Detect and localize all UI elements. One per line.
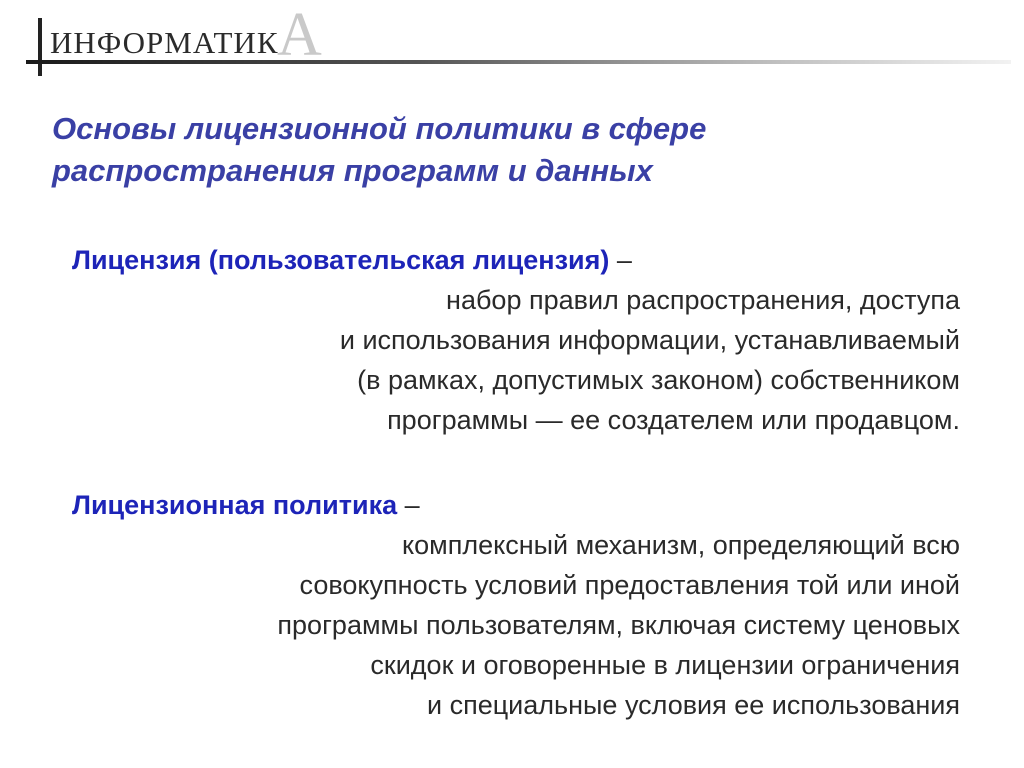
definition-term: Лицензионная политика <box>72 490 398 520</box>
definition-line: и использования информации, устанавливаемый <box>339 325 960 355</box>
definition-dash: – <box>397 490 420 520</box>
slide-title-line: Основы лицензионной политики в сфере <box>52 111 707 146</box>
logo-text: ИНФОРМАТИК <box>50 25 279 60</box>
definition-line: набор правил распространения, доступа <box>446 285 960 315</box>
definition-body <box>72 280 960 440</box>
definition-line: совокупность условий предоставления той или иной <box>299 570 960 600</box>
definition-line: комплексный механизм, определяющий всю <box>402 530 960 560</box>
definition-license <box>72 240 960 440</box>
slide-title <box>52 108 952 192</box>
definition-line: программы пользователям, включая систему ценовых <box>277 610 960 640</box>
definition-dash: – <box>609 245 632 275</box>
logo-vertical-bar <box>38 18 42 76</box>
definition-term-line <box>72 240 960 280</box>
definition-line: и специальные условия ее использования <box>427 690 960 720</box>
logo-big-letter: А <box>277 1 322 69</box>
definition-term: Лицензия (пользовательская лицензия) <box>72 245 610 275</box>
definition-line: (в рамках, допустимых законом) собственником <box>357 365 960 395</box>
definition-license-policy <box>72 485 960 725</box>
definition-line: программы — ее создателем или продавцом. <box>387 405 960 435</box>
slide-title-line: распространения программ и данных <box>52 153 653 188</box>
definition-term-line <box>72 485 960 525</box>
definition-body <box>72 525 960 725</box>
definition-line: скидок и оговоренные в лицензии ограничения <box>370 650 960 680</box>
